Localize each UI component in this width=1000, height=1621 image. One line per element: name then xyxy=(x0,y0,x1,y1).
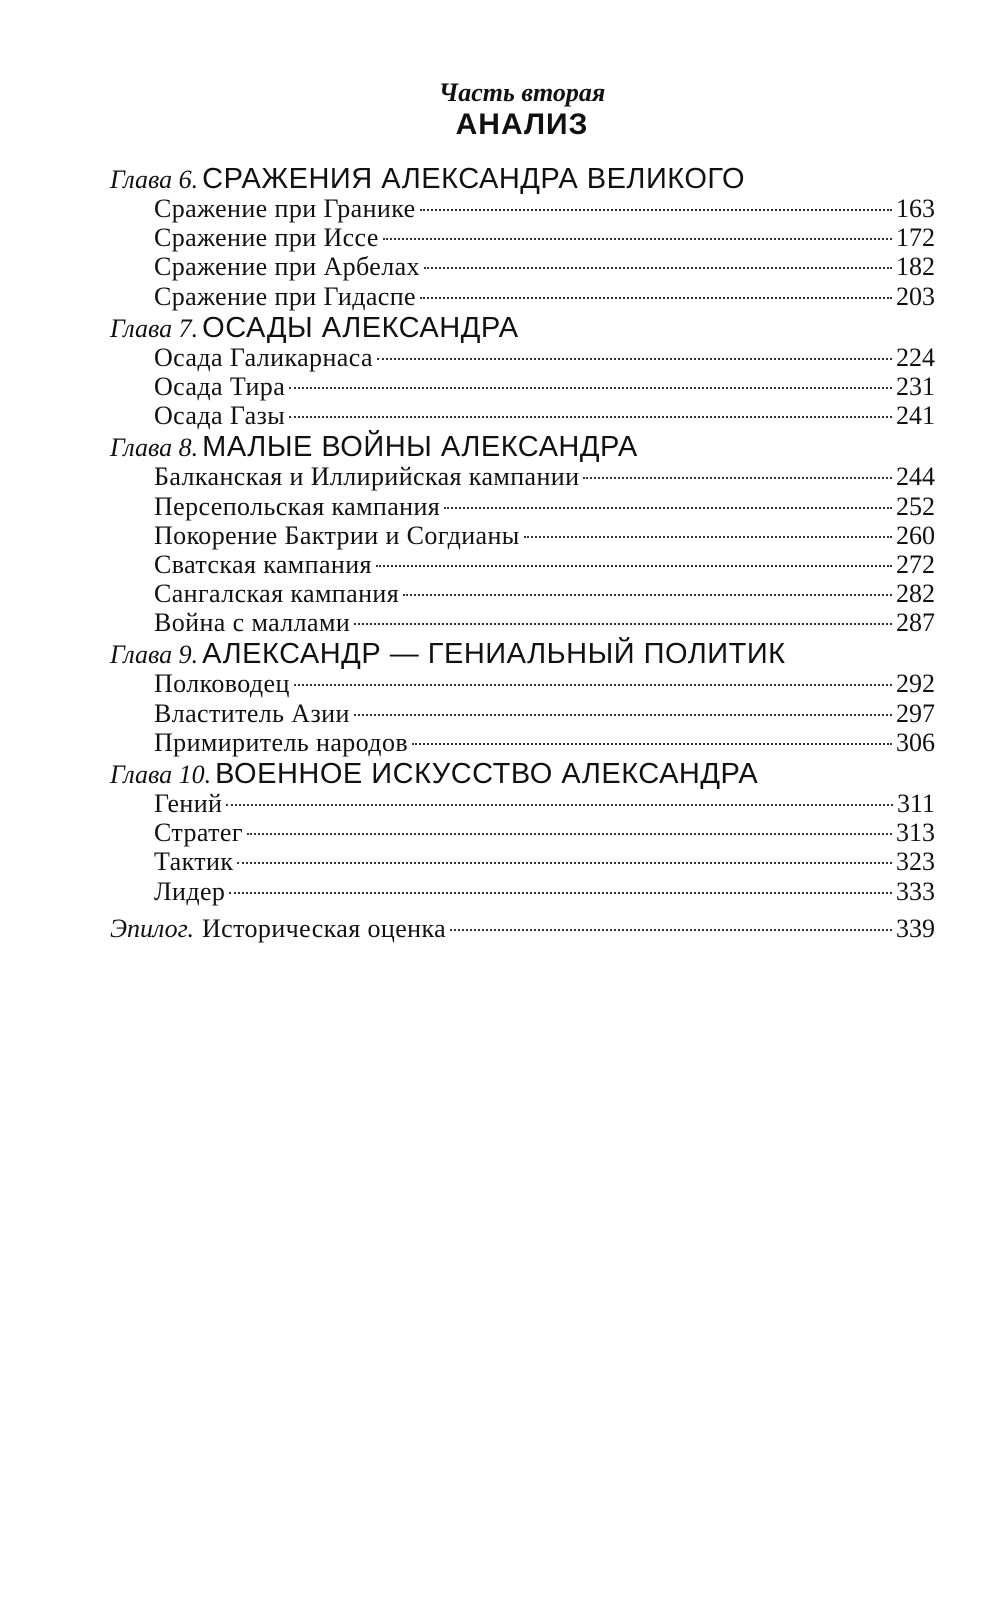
epilogue-page-number: 339 xyxy=(896,913,935,943)
entry-title: Примиритель народов xyxy=(154,727,409,757)
entry-title: Властитель Азии xyxy=(154,698,350,728)
toc-entry xyxy=(110,699,935,728)
toc-entry xyxy=(110,372,935,401)
entry-title: Сражение при Гранике xyxy=(154,194,416,223)
part-title: АНАЛИЗ xyxy=(455,108,589,141)
toc-entry xyxy=(110,252,935,281)
toc-entry xyxy=(110,877,935,906)
chapter-number: Глава 9. xyxy=(110,640,199,670)
entry-page-number: 182 xyxy=(896,252,935,282)
entry-page-number: 252 xyxy=(896,491,935,521)
chapter-title: ВОЕННОЕ ИСКУССТВО АЛЕКСАНДРА xyxy=(215,758,759,790)
entry-title: Сватская кампания xyxy=(154,549,372,579)
part-header xyxy=(0,78,1000,142)
dot-leader xyxy=(383,238,892,240)
entry-page-number: 260 xyxy=(896,520,935,550)
chapter-title: АЛЕКСАНДР — ГЕНИАЛЬНЫЙ ПОЛИТИК xyxy=(202,638,786,671)
entry-title: Осада Газы xyxy=(154,401,286,431)
toc-entry xyxy=(110,847,935,876)
entry-title: Полководец xyxy=(154,669,290,699)
entry-title: Осада Тира xyxy=(154,371,286,401)
chapter-number: Глава 7. xyxy=(110,313,199,343)
entry-title: Балканская и Иллирийская кампании xyxy=(154,462,580,492)
toc-entry xyxy=(110,818,935,847)
toc-entry xyxy=(110,521,935,550)
entry-title: Покорение Бактрии и Согдианы xyxy=(154,520,520,550)
dot-leader xyxy=(450,929,892,931)
dot-leader xyxy=(237,862,892,864)
chapter-title: СРАЖЕНИЯ АЛЕКСАНДРА ВЕЛИКОГО xyxy=(202,163,746,195)
epilogue-label: Историческая оценка xyxy=(201,913,447,943)
entry-page-number: 272 xyxy=(896,549,935,579)
table-of-contents xyxy=(110,162,935,946)
toc-entry xyxy=(110,343,935,372)
entry-page-number: 163 xyxy=(896,194,935,223)
dot-leader xyxy=(377,358,892,360)
toc-entry xyxy=(110,579,935,608)
entry-title: Стратег xyxy=(154,818,243,848)
entry-page-number: 306 xyxy=(896,727,935,757)
toc-entry xyxy=(110,789,935,818)
chapter-number: Глава 10. xyxy=(110,760,212,789)
entry-title: Тактик xyxy=(154,847,234,877)
entry-page-number: 287 xyxy=(896,608,935,638)
entry-title: Война с маллами xyxy=(154,608,351,638)
entry-title: Сражение при Иссе xyxy=(154,223,379,253)
entry-page-number: 172 xyxy=(896,223,935,253)
dot-leader xyxy=(444,507,892,509)
dot-leader xyxy=(524,536,892,538)
dot-leader xyxy=(376,565,892,567)
toc-entry xyxy=(110,223,935,252)
dot-leader xyxy=(289,387,892,389)
dot-leader xyxy=(229,892,892,894)
entry-page-number: 244 xyxy=(896,462,935,492)
entry-page-number: 241 xyxy=(896,401,935,431)
epilogue-prefix: Эпилог. xyxy=(110,913,194,943)
dot-leader xyxy=(354,623,892,625)
toc-entry xyxy=(110,492,935,521)
dot-leader xyxy=(354,714,892,716)
toc-chapter-heading xyxy=(110,311,935,344)
toc-entry xyxy=(110,608,935,637)
entry-title: Осада Галикарнаса xyxy=(154,342,373,372)
entry-page-number: 323 xyxy=(896,847,935,877)
dot-leader xyxy=(583,477,892,479)
chapter-number: Глава 6. xyxy=(110,165,199,194)
entry-page-number: 313 xyxy=(896,818,935,848)
chapter-title: ОСАДЫ АЛЕКСАНДРА xyxy=(202,311,519,344)
dot-leader xyxy=(226,804,893,806)
dot-leader xyxy=(403,594,892,596)
dot-leader xyxy=(420,209,892,211)
dot-leader xyxy=(294,684,892,686)
toc-epilogue xyxy=(110,912,935,946)
entry-title: Сангалская кампания xyxy=(154,579,400,609)
toc-chapter-heading xyxy=(110,430,935,464)
entry-page-number: 292 xyxy=(896,669,935,699)
entry-title: Сражение при Арбелах xyxy=(154,252,420,282)
entry-page-number: 297 xyxy=(896,698,935,728)
entry-page-number: 333 xyxy=(896,876,935,906)
part-label: Часть вторая xyxy=(438,78,606,107)
entry-page-number: 203 xyxy=(896,281,935,311)
toc-entry xyxy=(110,728,935,757)
dot-leader xyxy=(289,416,892,418)
entry-title: Лидер xyxy=(154,876,226,906)
toc-entry xyxy=(110,194,935,223)
entry-page-number: 231 xyxy=(896,371,935,401)
entry-title: Персепольская кампания xyxy=(154,491,441,521)
entry-page-number: 282 xyxy=(896,579,935,609)
toc-chapter-heading xyxy=(110,757,935,790)
toc-entry xyxy=(110,282,935,311)
entry-title: Гений xyxy=(154,789,223,818)
dot-leader xyxy=(247,833,892,835)
dot-leader xyxy=(424,267,892,269)
toc-entry xyxy=(110,462,935,491)
dot-leader xyxy=(412,743,892,745)
chapter-number: Глава 8. xyxy=(110,433,199,463)
toc-entry xyxy=(110,669,935,698)
entry-title: Сражение при Гидаспе xyxy=(154,281,416,311)
entry-page-number: 311 xyxy=(896,789,935,818)
toc-entry xyxy=(110,550,935,579)
chapter-title: МАЛЫЕ ВОЙНЫ АЛЕКСАНДРА xyxy=(202,431,638,464)
dot-leader xyxy=(420,297,892,299)
toc-entry xyxy=(110,401,935,430)
entry-page-number: 224 xyxy=(896,342,935,372)
toc-chapter-heading xyxy=(110,637,935,671)
toc-chapter-heading xyxy=(110,162,935,195)
